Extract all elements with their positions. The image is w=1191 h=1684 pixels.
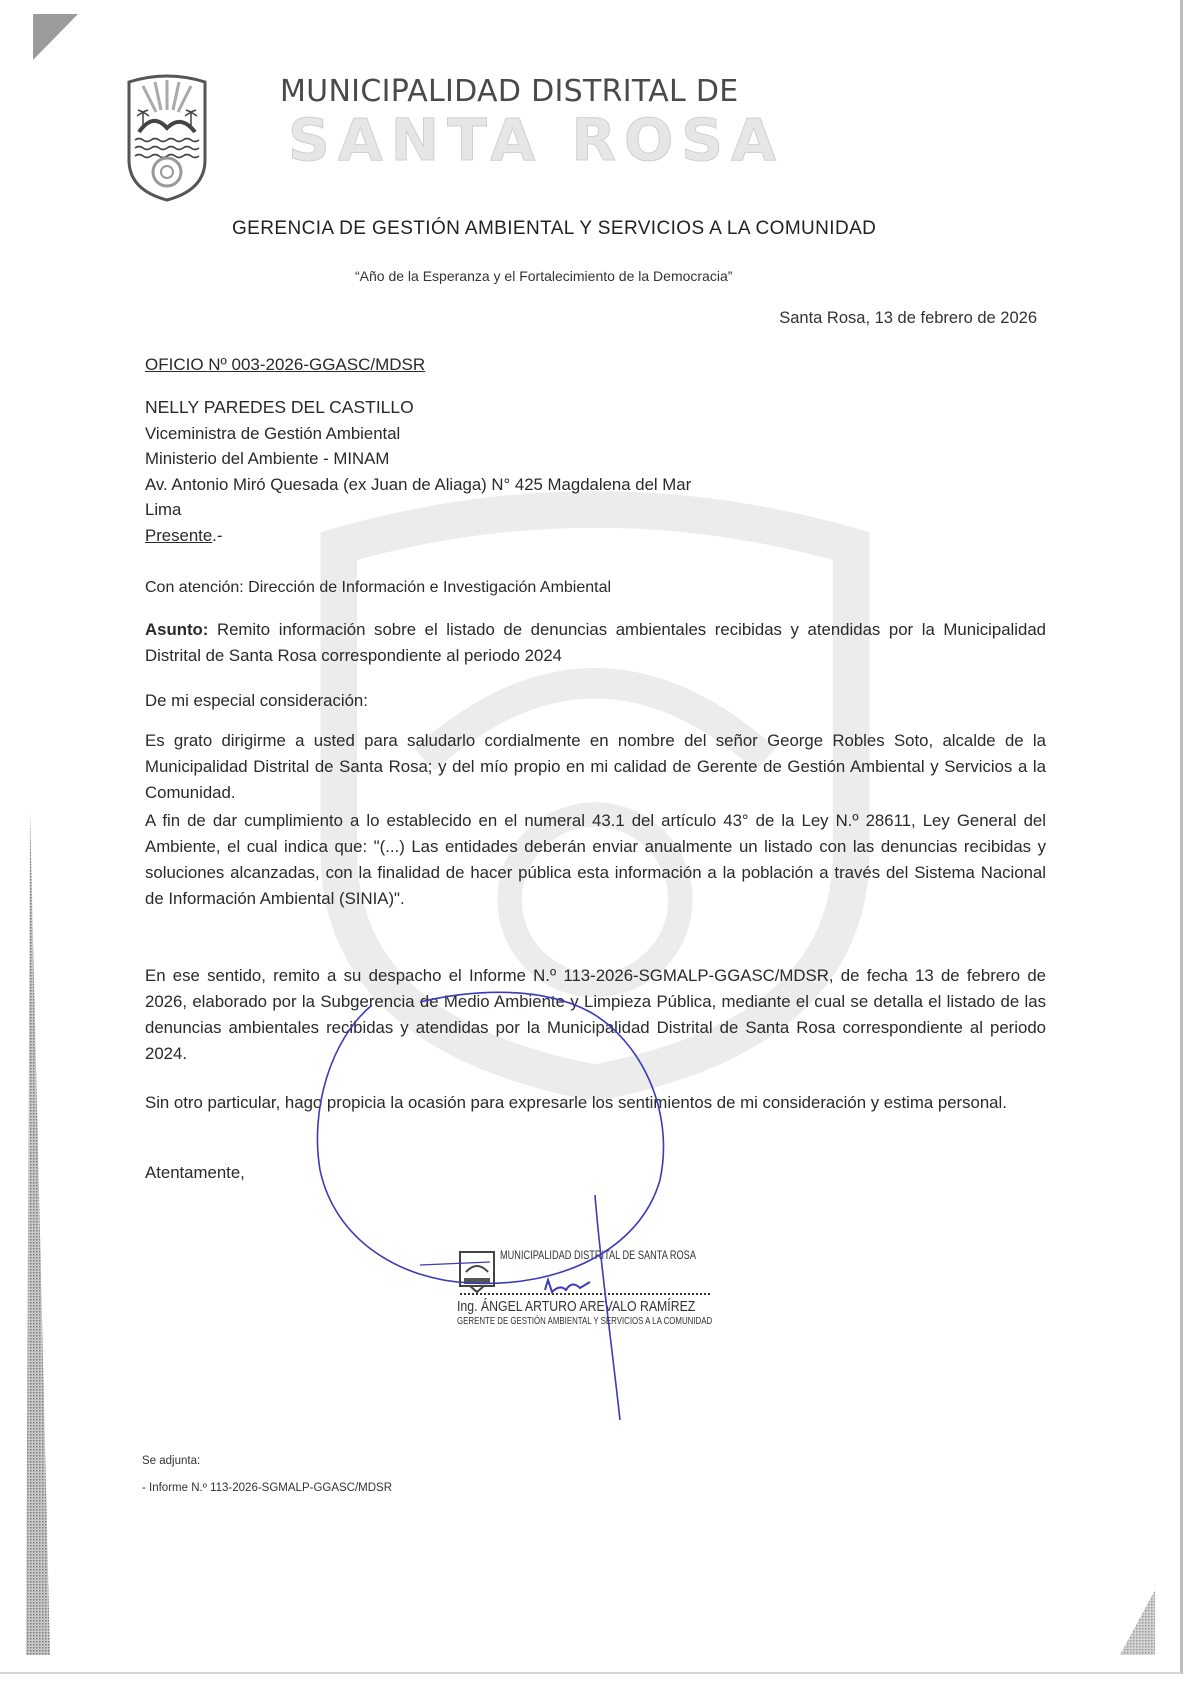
subject-line <box>145 617 1046 669</box>
stamp-entity: MUNICIPALIDAD DISTRITAL DE SANTA ROSA <box>500 1250 696 1262</box>
recipient-block <box>145 395 1046 548</box>
body-paragraph: En ese sentido, remito a su despacho el Informe N.º 113-2026-SGMALP-GGASC/MDSR, de fecha 13 de febrero de 2026, elaborado por la Subgerencia de Medio Ambiente y Limpieza Pública, mediante el cual se detalla el listado de las denuncias ambientales recibidas y atendidas por la Municipalidad Distrital de Santa Rosa correspondiente al periodo 2024. <box>145 966 1046 1063</box>
municipality-heading: MUNICIPALIDAD DISTRITAL DE <box>280 74 739 109</box>
stamp-crest-icon <box>458 1250 496 1294</box>
body-paragraph: A fin de dar cumplimiento a lo establecido en el numeral 43.1 del artículo 43° de la Ley N.º 28611, Ley General del Ambiente, el cual indica que: "(...) Las entidades deberán enviar anualmente un listado con las denuncias recibidas y soluciones alcanzadas, con la finalidad de hacer pública esta información a la población a través del Sistema Nacional de Información Ambiental (SINIA)". <box>145 811 1046 908</box>
signer-name: Ing. ÁNGEL ARTURO AREVALO RAMÍREZ <box>457 1298 696 1315</box>
presente: Presente <box>145 525 213 545</box>
presente-suffix: .- <box>212 525 223 545</box>
recipient-city: Lima <box>145 500 182 519</box>
document-reference: OFICIO Nº 003-2026-GGASC/MDSR <box>145 355 426 374</box>
subject-label: Asunto: <box>145 620 209 639</box>
closing: Atentamente, <box>145 1163 245 1182</box>
department-heading: GERENCIA DE GESTIÓN AMBIENTAL Y SERVICIOS A LA COMUNIDAD <box>232 218 877 239</box>
municipality-name: SANTA ROSA <box>288 106 784 174</box>
recipient-address: Av. Antonio Miró Quesada (ex Juan de Aliaga) N° 425 Magdalena del Mar <box>145 474 692 494</box>
attention-line: Con atención: Dirección de Información e Investigación Ambiental <box>145 579 612 596</box>
signer-role: GERENTE DE GESTIÓN AMBIENTAL Y SERVICIOS A LA COMUNIDAD <box>457 1315 713 1327</box>
municipality-crest-logo <box>125 72 209 202</box>
recipient-institution: Ministerio del Ambiente - MINAM <box>145 449 390 468</box>
scan-corner-artifact-bottom <box>1115 1550 1160 1660</box>
place-date: Santa Rosa, 13 de febrero de 2026 <box>779 309 1037 327</box>
signature-initials <box>545 1280 590 1292</box>
recipient-name: NELLY PAREDES DEL CASTILLO <box>145 397 414 417</box>
subject-text: Remito información sobre el listado de denuncias ambientales recibidas y atendidas por la Municipalidad Distrital de Santa Rosa correspondiente al periodo 2024 <box>145 620 1046 665</box>
body-paragraph: Es grato dirigirme a usted para saludarlo cordialmente en nombre del señor George Robles Soto, alcalde de la Municipalidad Distrital de Santa Rosa; y del mío propio en mi calidad de Gerente de Gestión Ambiental y Servicios a la Comunidad. <box>145 731 1046 802</box>
body-paragraph: Sin otro particular, hago propicia la ocasión para expresarle los sentimientos de mi consideración y estima personal. <box>145 1093 1007 1112</box>
presente-line <box>145 523 1046 549</box>
signature-line <box>460 1293 710 1295</box>
year-motto: “Año de la Esperanza y el Fortalecimiento de la Democracia” <box>355 268 733 284</box>
scan-edge-shadow <box>0 0 60 1684</box>
recipient-position: Viceministra de Gestión Ambiental <box>145 423 401 443</box>
attachment-item: - Informe N.º 113-2026-SGMALP-GGASC/MDSR <box>142 1482 393 1494</box>
salutation: De mi especial consideración: <box>145 691 368 710</box>
attachments-label: Se adjunta: <box>142 1455 201 1467</box>
